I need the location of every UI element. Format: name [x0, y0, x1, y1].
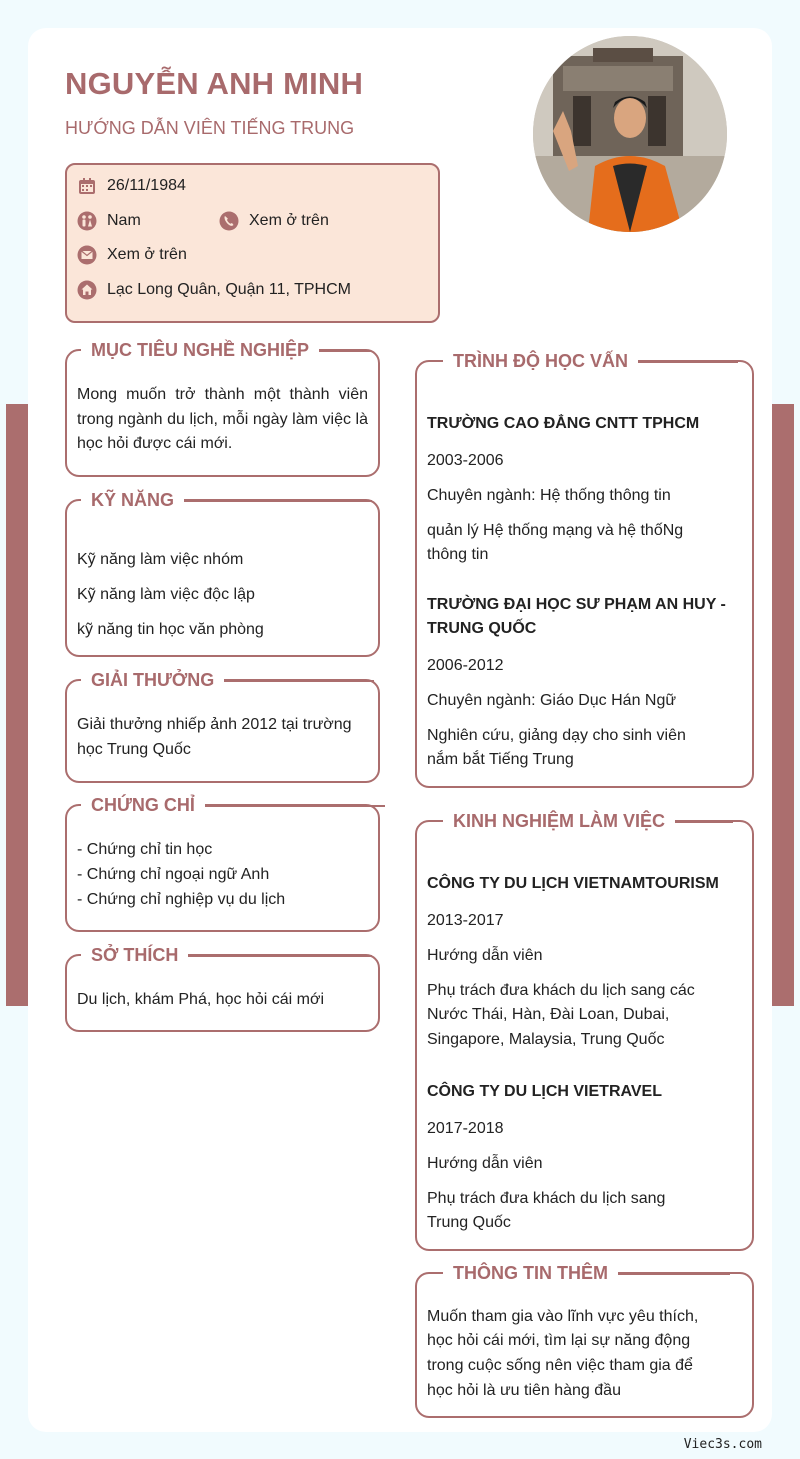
experience-position: Hướng dẫn viên [427, 1155, 543, 1172]
school-name-line: TRUNG QUỐC [427, 620, 537, 637]
watermark: Viec3s.com [683, 1437, 762, 1452]
education-major: Chuyên ngành: Hệ thống thông tin [427, 487, 671, 504]
school-name-line: TRƯỜNG ĐẠI HỌC SƯ PHẠM AN HUY - [427, 596, 726, 613]
education-title: TRÌNH ĐỘ HỌC VẤN [443, 348, 638, 374]
birthday-row [77, 176, 186, 196]
education-section [415, 351, 754, 788]
additional-info-title: THÔNG TIN THÊM [443, 1260, 618, 1286]
hobbies-section [65, 945, 380, 1032]
phone-row [219, 211, 329, 231]
experience-position: Hướng dẫn viên [427, 947, 543, 964]
birthday-value: 26/11/1984 [107, 177, 186, 194]
education-period: 2006-2012 [427, 657, 504, 674]
profile-photo [533, 36, 727, 232]
experience-period: 2013-2017 [427, 912, 504, 929]
certificate-item: - Chứng chỉ ngoại ngữ Anh [77, 866, 270, 883]
objective-title: MỤC TIÊU NGHỀ NGHIỆP [81, 337, 319, 363]
additional-info-line: học hỏi cái mới, tìm lại sự năng động [427, 1332, 691, 1349]
experience-desc-line: Nước Thái, Hàn, Đài Loan, Dubai, [427, 1006, 670, 1023]
education-desc-line: thông tin [427, 546, 489, 563]
address-value: Lạc Long Quân, Quận 11, TPHCM [107, 281, 351, 298]
awards-title: GIẢI THƯỞNG [81, 667, 224, 693]
experience-desc-line: Trung Quốc [427, 1214, 511, 1231]
experience-period: 2017-2018 [427, 1120, 504, 1137]
hobbies-title: SỞ THÍCH [81, 942, 188, 968]
additional-info-section [415, 1263, 754, 1418]
education-desc-line: Nghiên cứu, giảng dạy cho sinh viên [427, 727, 686, 744]
certificates-title: CHỨNG CHỈ [81, 792, 205, 818]
gender-row [77, 211, 141, 231]
education-major: Chuyên ngành: Giáo Dục Hán Ngữ [427, 692, 677, 709]
experience-title: KINH NGHIỆM LÀM VIỆC [443, 808, 675, 834]
objective-section [65, 340, 380, 477]
gender-icon [77, 211, 97, 231]
gender-value: Nam [107, 212, 141, 229]
right-accent-band [770, 404, 794, 1006]
education-period: 2003-2006 [427, 452, 504, 469]
skills-section [65, 490, 380, 657]
company-name: CÔNG TY DU LỊCH VIETNAMTOURISM [427, 875, 719, 892]
phone-icon [219, 211, 239, 231]
left-accent-band [6, 404, 30, 1006]
home-icon [77, 280, 97, 300]
job-title: HƯỚNG DẪN VIÊN TIẾNG TRUNG [65, 118, 355, 138]
certificate-item: - Chứng chỉ nghiệp vụ du lịch [77, 891, 286, 908]
awards-text-line: Giải thưởng nhiếp ảnh 2012 tại trường [77, 716, 352, 733]
additional-info-line: Muốn tham gia vào lĩnh vực yêu thích, [427, 1308, 699, 1325]
phone-value: Xem ở trên [249, 212, 329, 229]
skill-item: Kỹ năng làm việc độc lập [77, 586, 255, 603]
candidate-name: NGUYỄN ANH MINH [65, 66, 364, 101]
skills-title: KỸ NĂNG [81, 487, 184, 513]
additional-info-line: học hỏi là ưu tiên hàng đầu [427, 1382, 621, 1399]
company-name: CÔNG TY DU LỊCH VIETRAVEL [427, 1083, 662, 1100]
envelope-icon [77, 245, 97, 265]
experience-desc-line: Phụ trách đưa khách du lịch sang [427, 1190, 666, 1207]
awards-section [65, 670, 380, 783]
experience-desc-line: Singapore, Malaysia, Trung Quốc [427, 1031, 665, 1048]
hobbies-text: Du lịch, khám Phá, học hỏi cái mới [77, 991, 325, 1008]
email-value: Xem ở trên [107, 246, 187, 263]
skill-item: kỹ năng tin học văn phòng [77, 621, 264, 638]
education-desc-line: quản lý Hệ thống mạng và hệ thốNg [427, 522, 684, 539]
additional-info-line: trong cuộc sống nên việc tham gia để [427, 1357, 693, 1374]
certificates-section [65, 795, 380, 932]
skill-item: Kỹ năng làm việc nhóm [77, 551, 244, 568]
address-row [77, 280, 351, 300]
education-desc-line: nắm bắt Tiếng Trung [427, 751, 574, 768]
experience-section [415, 811, 754, 1251]
awards-text-line: học Trung Quốc [77, 741, 191, 758]
certificate-item: - Chứng chỉ tin học [77, 841, 213, 858]
email-row [77, 245, 187, 265]
calendar-icon [77, 176, 97, 196]
experience-desc-line: Phụ trách đưa khách du lịch sang các [427, 982, 695, 999]
school-name: TRƯỜNG CAO ĐẲNG CNTT TPHCM [427, 415, 700, 432]
objective-text: Mong muốn trở thành một thành viên trong ngành du lịch, mỗi ngày làm việc là học hỏi được cái mới. [77, 386, 368, 452]
